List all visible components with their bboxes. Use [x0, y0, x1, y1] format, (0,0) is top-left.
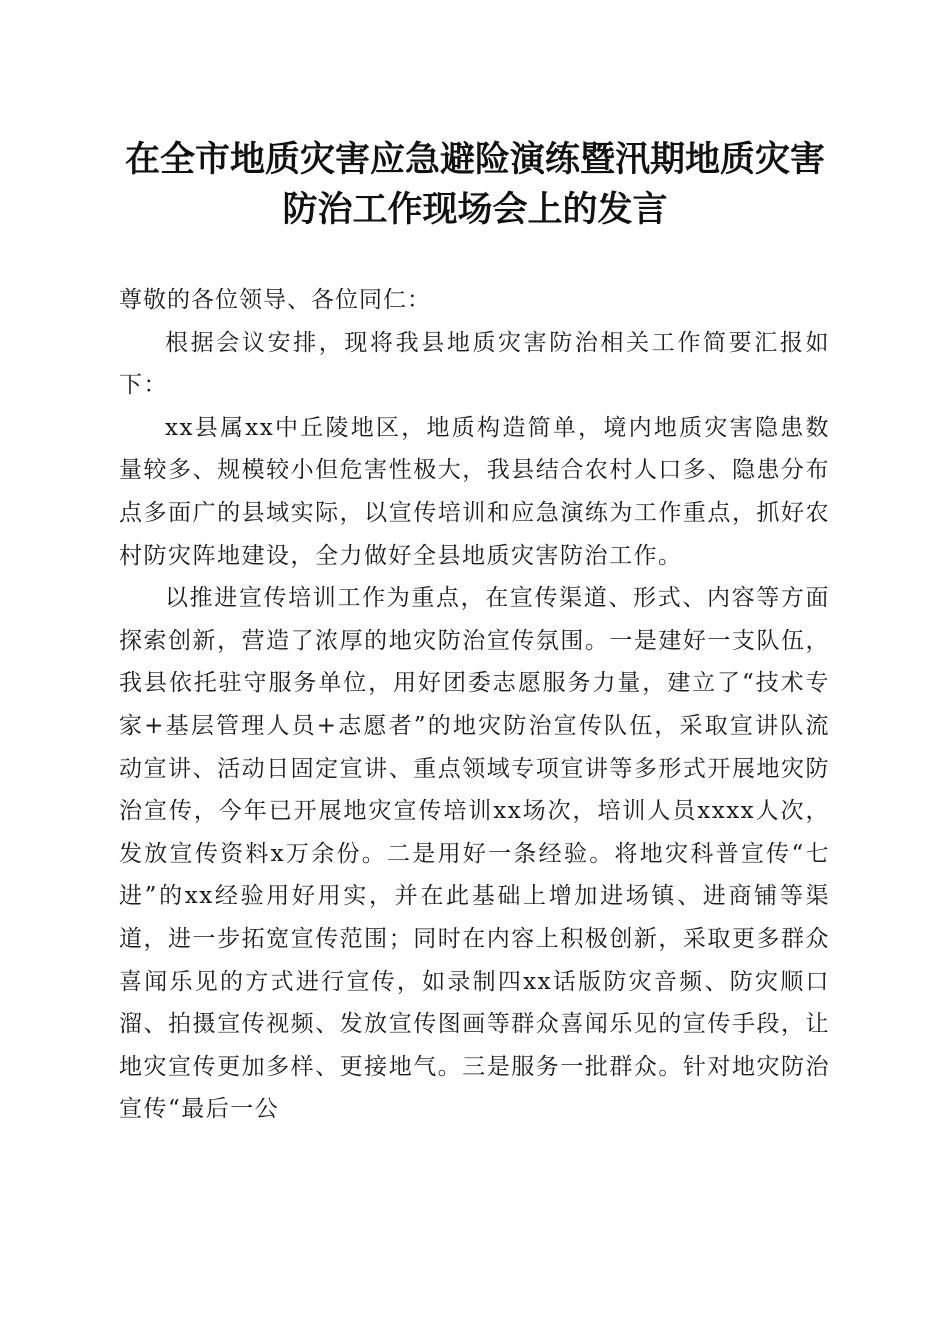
document-title-line-1: 在全市地质灾害应急避险演练暨汛期地质灾害: [124, 140, 825, 180]
paragraph-overview: xx县属xx中丘陵地区，地质构造简单，境内地质灾害隐患数量较多、规模较小但危害性极大，我县结合农村人口多、隐患分布点多面广的县域实际，以宣传培训和应急演练为工作重点，抓好农村防灾阵地建设，全力做好全县地质灾害防治工作。: [119, 414, 830, 569]
document-body: [119, 279, 830, 1131]
document-title-line-2: 防治工作现场会上的发言: [282, 190, 668, 230]
salutation: 尊敬的各位领导、各位同仁：: [119, 287, 431, 313]
paragraph-intro: 根据会议安排，现将我县地质灾害防治相关工作简要汇报如下：: [119, 329, 830, 399]
paragraph-publicity-training: 以推进宣传培训工作为重点，在宣传渠道、形式、内容等方面探索创新，营造了浓厚的地灾防治宣传氛围。一是建好一支队伍，我县依托驻守服务单位，用好团委志愿服务力量，建立了“技术专家+基层管理人员+志愿者”的地灾防治宣传队伍，采取宣讲队流动宣讲、活动日固定宣讲、重点领域专项宣讲等多形式开展地灾防治宣传，今年已开展地灾宣传培训xx场次，培训人员xxxx人次，发放宣传资料x万余份。二是用好一条经验。将地灾科普宣传“七进”的xx经验用好用实，并在此基础上增加进场镇、进商铺等渠道，进一步拓宽宣传范围；同时在内容上积极创新，采取更多群众喜闻乐见的方式进行宣传，如录制四xx话版防灾音频、防灾顺口溜、拍摄宣传视频、发放宣传图画等群众喜闻乐见的宣传手段，让地灾宣传更加多样、更接地气。三是服务一批群众。针对地灾防治宣传“最后一公: [119, 585, 830, 1123]
